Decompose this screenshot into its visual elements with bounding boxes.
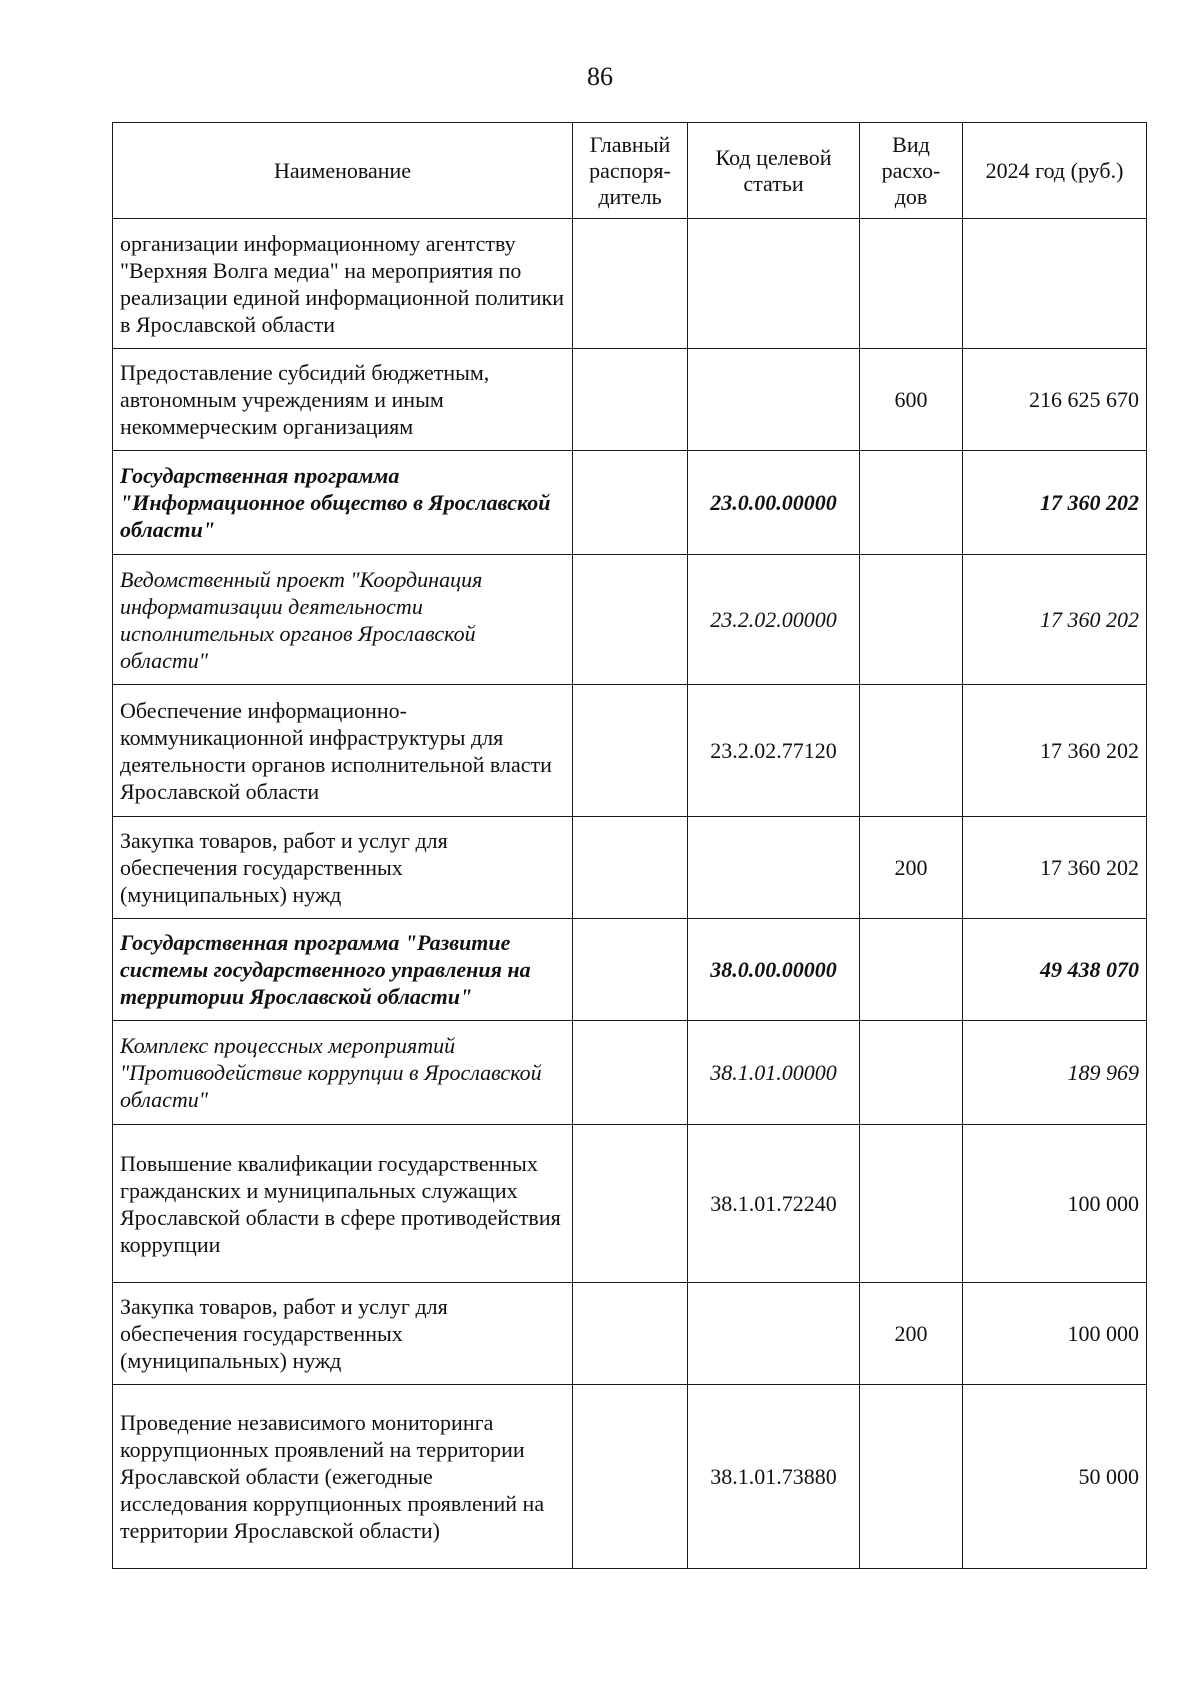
header-row	[113, 123, 1147, 219]
row-target-code	[688, 349, 860, 451]
row-target-code	[688, 219, 860, 349]
row-chief-administrator	[573, 919, 688, 1021]
table-row	[113, 1385, 1147, 1569]
row-amount: 17 360 202	[963, 685, 1147, 817]
table-row	[113, 817, 1147, 919]
table-row	[113, 1021, 1147, 1125]
row-name: Ведомственный проект "Координация информатизации деятельности исполнительных органов Ярославской области"	[113, 555, 573, 685]
row-target-code: 38.0.00.00000	[688, 919, 860, 1021]
row-chief-administrator	[573, 1385, 688, 1569]
table-row	[113, 1125, 1147, 1283]
table-row	[113, 219, 1147, 349]
table-header	[113, 123, 1147, 219]
header-amount-2024: 2024 год (руб.)	[963, 123, 1147, 219]
table-row	[113, 1283, 1147, 1385]
header-expense-type: Вид расхо-дов	[860, 123, 963, 219]
table-body	[113, 219, 1147, 1569]
row-name: Закупка товаров, работ и услуг для обеспечения государственных (муниципальных) нужд	[113, 817, 573, 919]
row-name: Повышение квалификации государственных гражданских и муниципальных служащих Ярославской области в сфере противодействия коррупции	[113, 1125, 573, 1283]
row-chief-administrator	[573, 1283, 688, 1385]
row-expense-type	[860, 1021, 963, 1125]
row-target-code	[688, 1283, 860, 1385]
row-name: Обеспечение информационно-коммуникационной инфраструктуры для деятельности органов исполнительной власти Ярославской области	[113, 685, 573, 817]
row-expense-type	[860, 685, 963, 817]
row-amount: 50 000	[963, 1385, 1147, 1569]
row-chief-administrator	[573, 817, 688, 919]
row-target-code: 23.0.00.00000	[688, 451, 860, 555]
row-expense-type: 600	[860, 349, 963, 451]
row-amount: 17 360 202	[963, 817, 1147, 919]
row-target-code	[688, 817, 860, 919]
row-amount: 189 969	[963, 1021, 1147, 1125]
header-chief-administrator: Главный распоря-дитель	[573, 123, 688, 219]
row-chief-administrator	[573, 349, 688, 451]
row-expense-type: 200	[860, 817, 963, 919]
row-expense-type	[860, 219, 963, 349]
table-row	[113, 685, 1147, 817]
header-name: Наименование	[113, 123, 573, 219]
table-row	[113, 919, 1147, 1021]
row-name: Предоставление субсидий бюджетным, автономным учреждениям и иным некоммерческим организациям	[113, 349, 573, 451]
row-amount: 17 360 202	[963, 451, 1147, 555]
row-amount: 216 625 670	[963, 349, 1147, 451]
row-name: организации информационному агентству "Верхняя Волга медиа" на мероприятия по реализации единой информационной политики в Ярославской области	[113, 219, 573, 349]
row-amount: 17 360 202	[963, 555, 1147, 685]
table-row	[113, 349, 1147, 451]
row-expense-type: 200	[860, 1283, 963, 1385]
row-target-code: 38.1.01.73880	[688, 1385, 860, 1569]
row-expense-type	[860, 451, 963, 555]
row-target-code: 23.2.02.77120	[688, 685, 860, 817]
row-expense-type	[860, 919, 963, 1021]
row-amount	[963, 219, 1147, 349]
row-name: Государственная программа "Информационное общество в Ярославской области"	[113, 451, 573, 555]
row-chief-administrator	[573, 685, 688, 817]
header-target-code: Код целевой статьи	[688, 123, 860, 219]
row-name: Государственная программа "Развитие системы государственного управления на территории Ярославской области"	[113, 919, 573, 1021]
row-name: Закупка товаров, работ и услуг для обеспечения государственных (муниципальных) нужд	[113, 1283, 573, 1385]
row-expense-type	[860, 1125, 963, 1283]
row-name: Комплекс процессных мероприятий "Противодействие коррупции в Ярославской области"	[113, 1021, 573, 1125]
row-chief-administrator	[573, 555, 688, 685]
row-expense-type	[860, 1385, 963, 1569]
page-number: 86	[587, 62, 613, 91]
row-chief-administrator	[573, 219, 688, 349]
row-chief-administrator	[573, 1125, 688, 1283]
row-amount: 100 000	[963, 1125, 1147, 1283]
row-target-code: 23.2.02.00000	[688, 555, 860, 685]
table-row	[113, 451, 1147, 555]
row-amount: 49 438 070	[963, 919, 1147, 1021]
table-row	[113, 555, 1147, 685]
row-target-code: 38.1.01.00000	[688, 1021, 860, 1125]
row-target-code: 38.1.01.72240	[688, 1125, 860, 1283]
row-amount: 100 000	[963, 1283, 1147, 1385]
row-chief-administrator	[573, 451, 688, 555]
row-chief-administrator	[573, 1021, 688, 1125]
row-expense-type	[860, 555, 963, 685]
row-name: Проведение независимого мониторинга коррупционных проявлений на территории Ярославской области (ежегодные исследования коррупционных проявлений на территории Ярославской области)	[113, 1385, 573, 1569]
budget-table	[112, 122, 1147, 1569]
